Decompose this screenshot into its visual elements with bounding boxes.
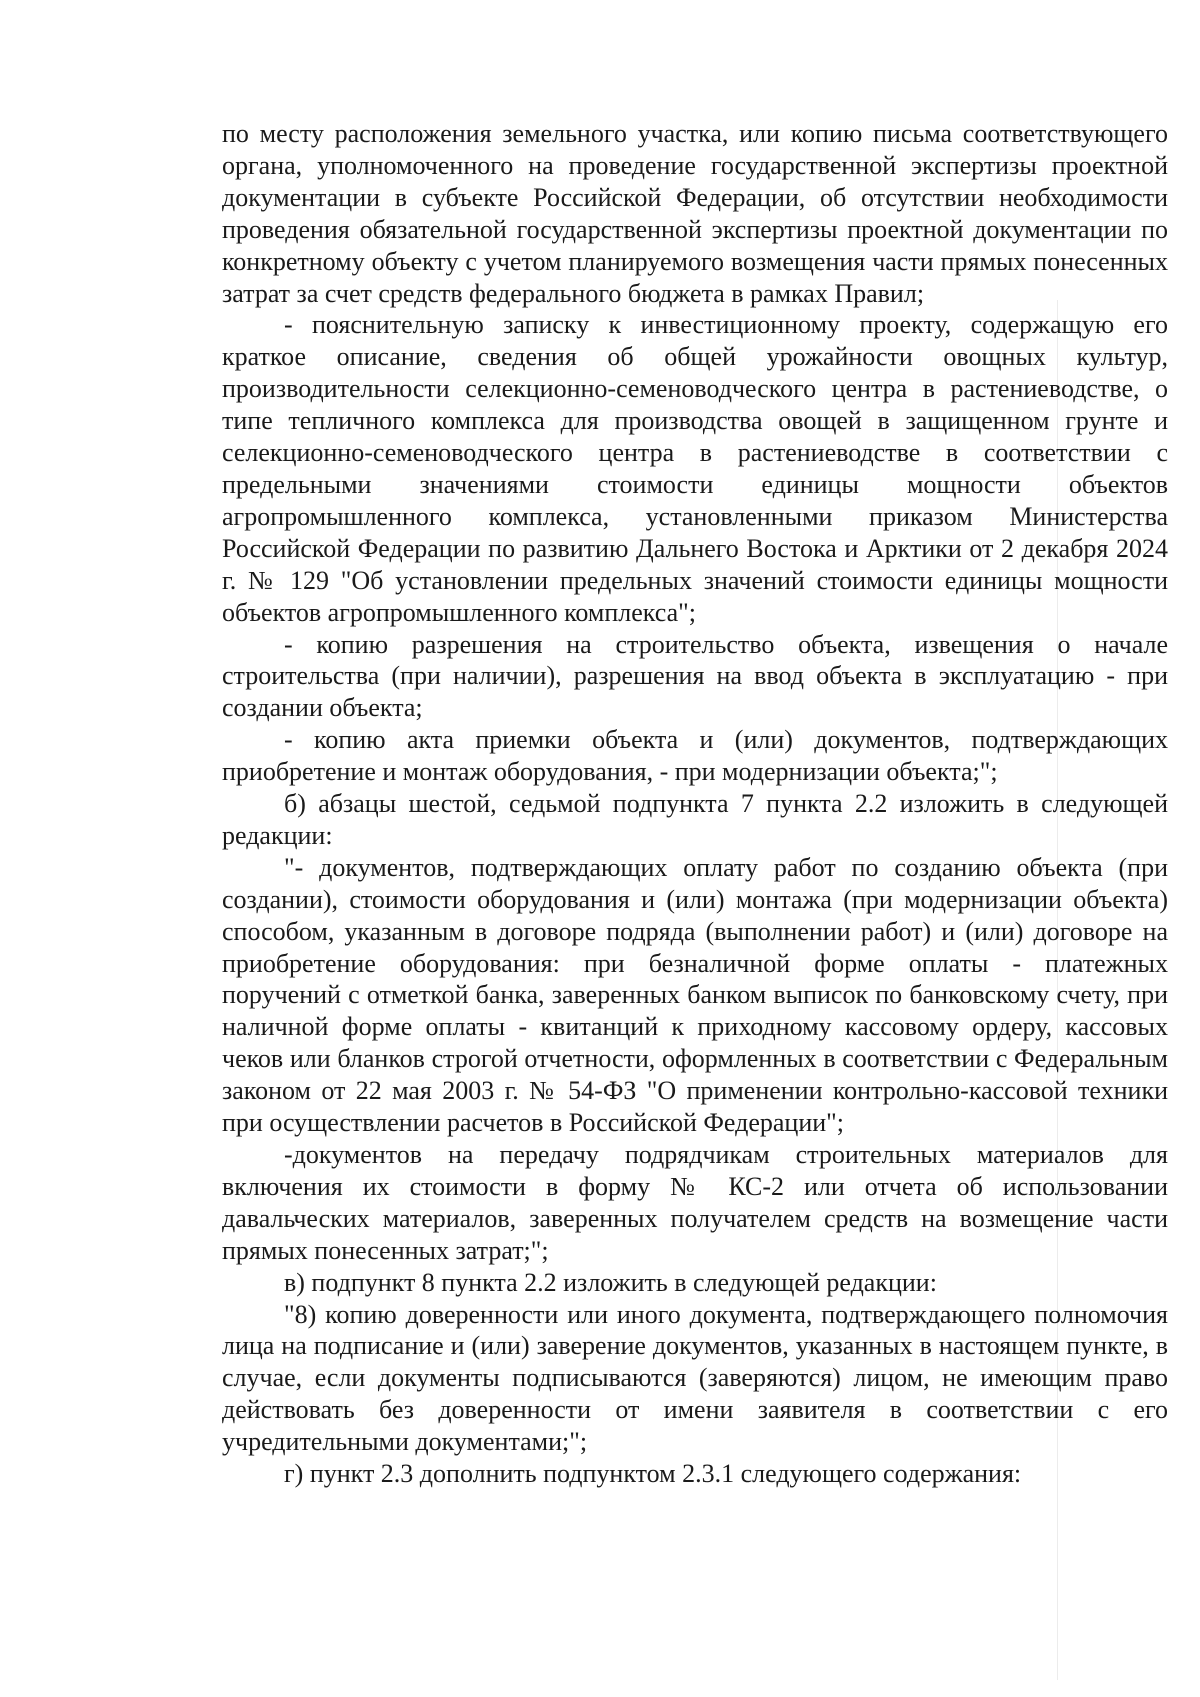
- paragraph-7: -документов на передачу подрядчикам строительных материалов для включения их стоимости в форму № КС-2 или отчета об использовании давальческих материалов, заверенных получателем средств на возмещение части прямых понесенных затрат;";: [222, 1140, 1168, 1265]
- paragraph-2: - пояснительную записку к инвестиционному проекту, содержащую его краткое описание, сведения об общей урожайности овощных культур, производительности селекционно-семеноводческого центра в растениеводстве, о типе тепличного комплекса для производства овощей в защищенном грунте и селекционно-семеноводческого центра в растениеводстве в соответствии с предельными значениями стоимости единицы мощности объектов агропромышленного комплекса, установленными приказом Министерства Российской Федерации по развитию Дальнего Востока и Арктики от 2 декабря 2024 г. № 129 "Об установлении предельных значений стоимости единицы мощности объектов агропромышленного комплекса";: [222, 310, 1168, 627]
- document-body: [222, 118, 1168, 1490]
- paragraph-6: "- документов, подтверждающих оплату работ по созданию объекта (при создании), стоимости оборудования и (или) монтажа (при модернизации объекта) способом, указанным в договоре подряда (выполнении работ) и (или) договоре на приобретение оборудования: при безналичной форме оплаты - платежных поручений с отметкой банка, заверенных банком выписок по банковскому счету, при наличной форме оплаты - квитанций к приходному кассовому ордеру, кассовых чеков или бланков строгой отчетности, оформленных в соответствии с Федеральным законом от 22 мая 2003 г. № 54-ФЗ "О применении контрольно-кассовой техники при осуществлении расчетов в Российской Федерации";: [222, 852, 1168, 1138]
- paragraph-4: - копию акта приемки объекта и (или) документов, подтверждающих приобретение и монтаж оборудования, - при модернизации объекта;";: [222, 725, 1168, 787]
- paragraph-8: в) подпункт 8 пункта 2.2 изложить в следующей редакции:: [284, 1267, 937, 1297]
- paragraph-3: - копию разрешения на строительство объекта, извещения о начале строительства (при наличии), разрешения на ввод объекта в эксплуатацию - при создании объекта;: [222, 629, 1168, 723]
- paragraph-10: г) пункт 2.3 дополнить подпунктом 2.3.1 следующего содержания:: [284, 1459, 1022, 1489]
- paragraph-9: "8) копию доверенности или иного документа, подтверждающего полномочия лица на подписание и (или) заверение документов, указанных в настоящем пункте, в случае, если документы подписываются (заверяются) лицом, не имеющим право действовать без доверенности от имени заявителя в соответствии с его учредительными документами;";: [222, 1299, 1168, 1457]
- paragraph-1: по месту расположения земельного участка, или копию письма соответствующего органа, уполномоченного на проведение государственной экспертизы проектной документации в субъекте Российской Федерации, об отсутствии необходимости проведения обязательной государственной экспертизы проектной документации по конкретному объекту с учетом планируемого возмещения части прямых понесенных затрат за счет средств федерального бюджета в рамках Правил;: [222, 119, 1168, 308]
- paragraph-5: б) абзацы шестой, седьмой подпункта 7 пункта 2.2 изложить в следующей редакции:: [222, 789, 1168, 850]
